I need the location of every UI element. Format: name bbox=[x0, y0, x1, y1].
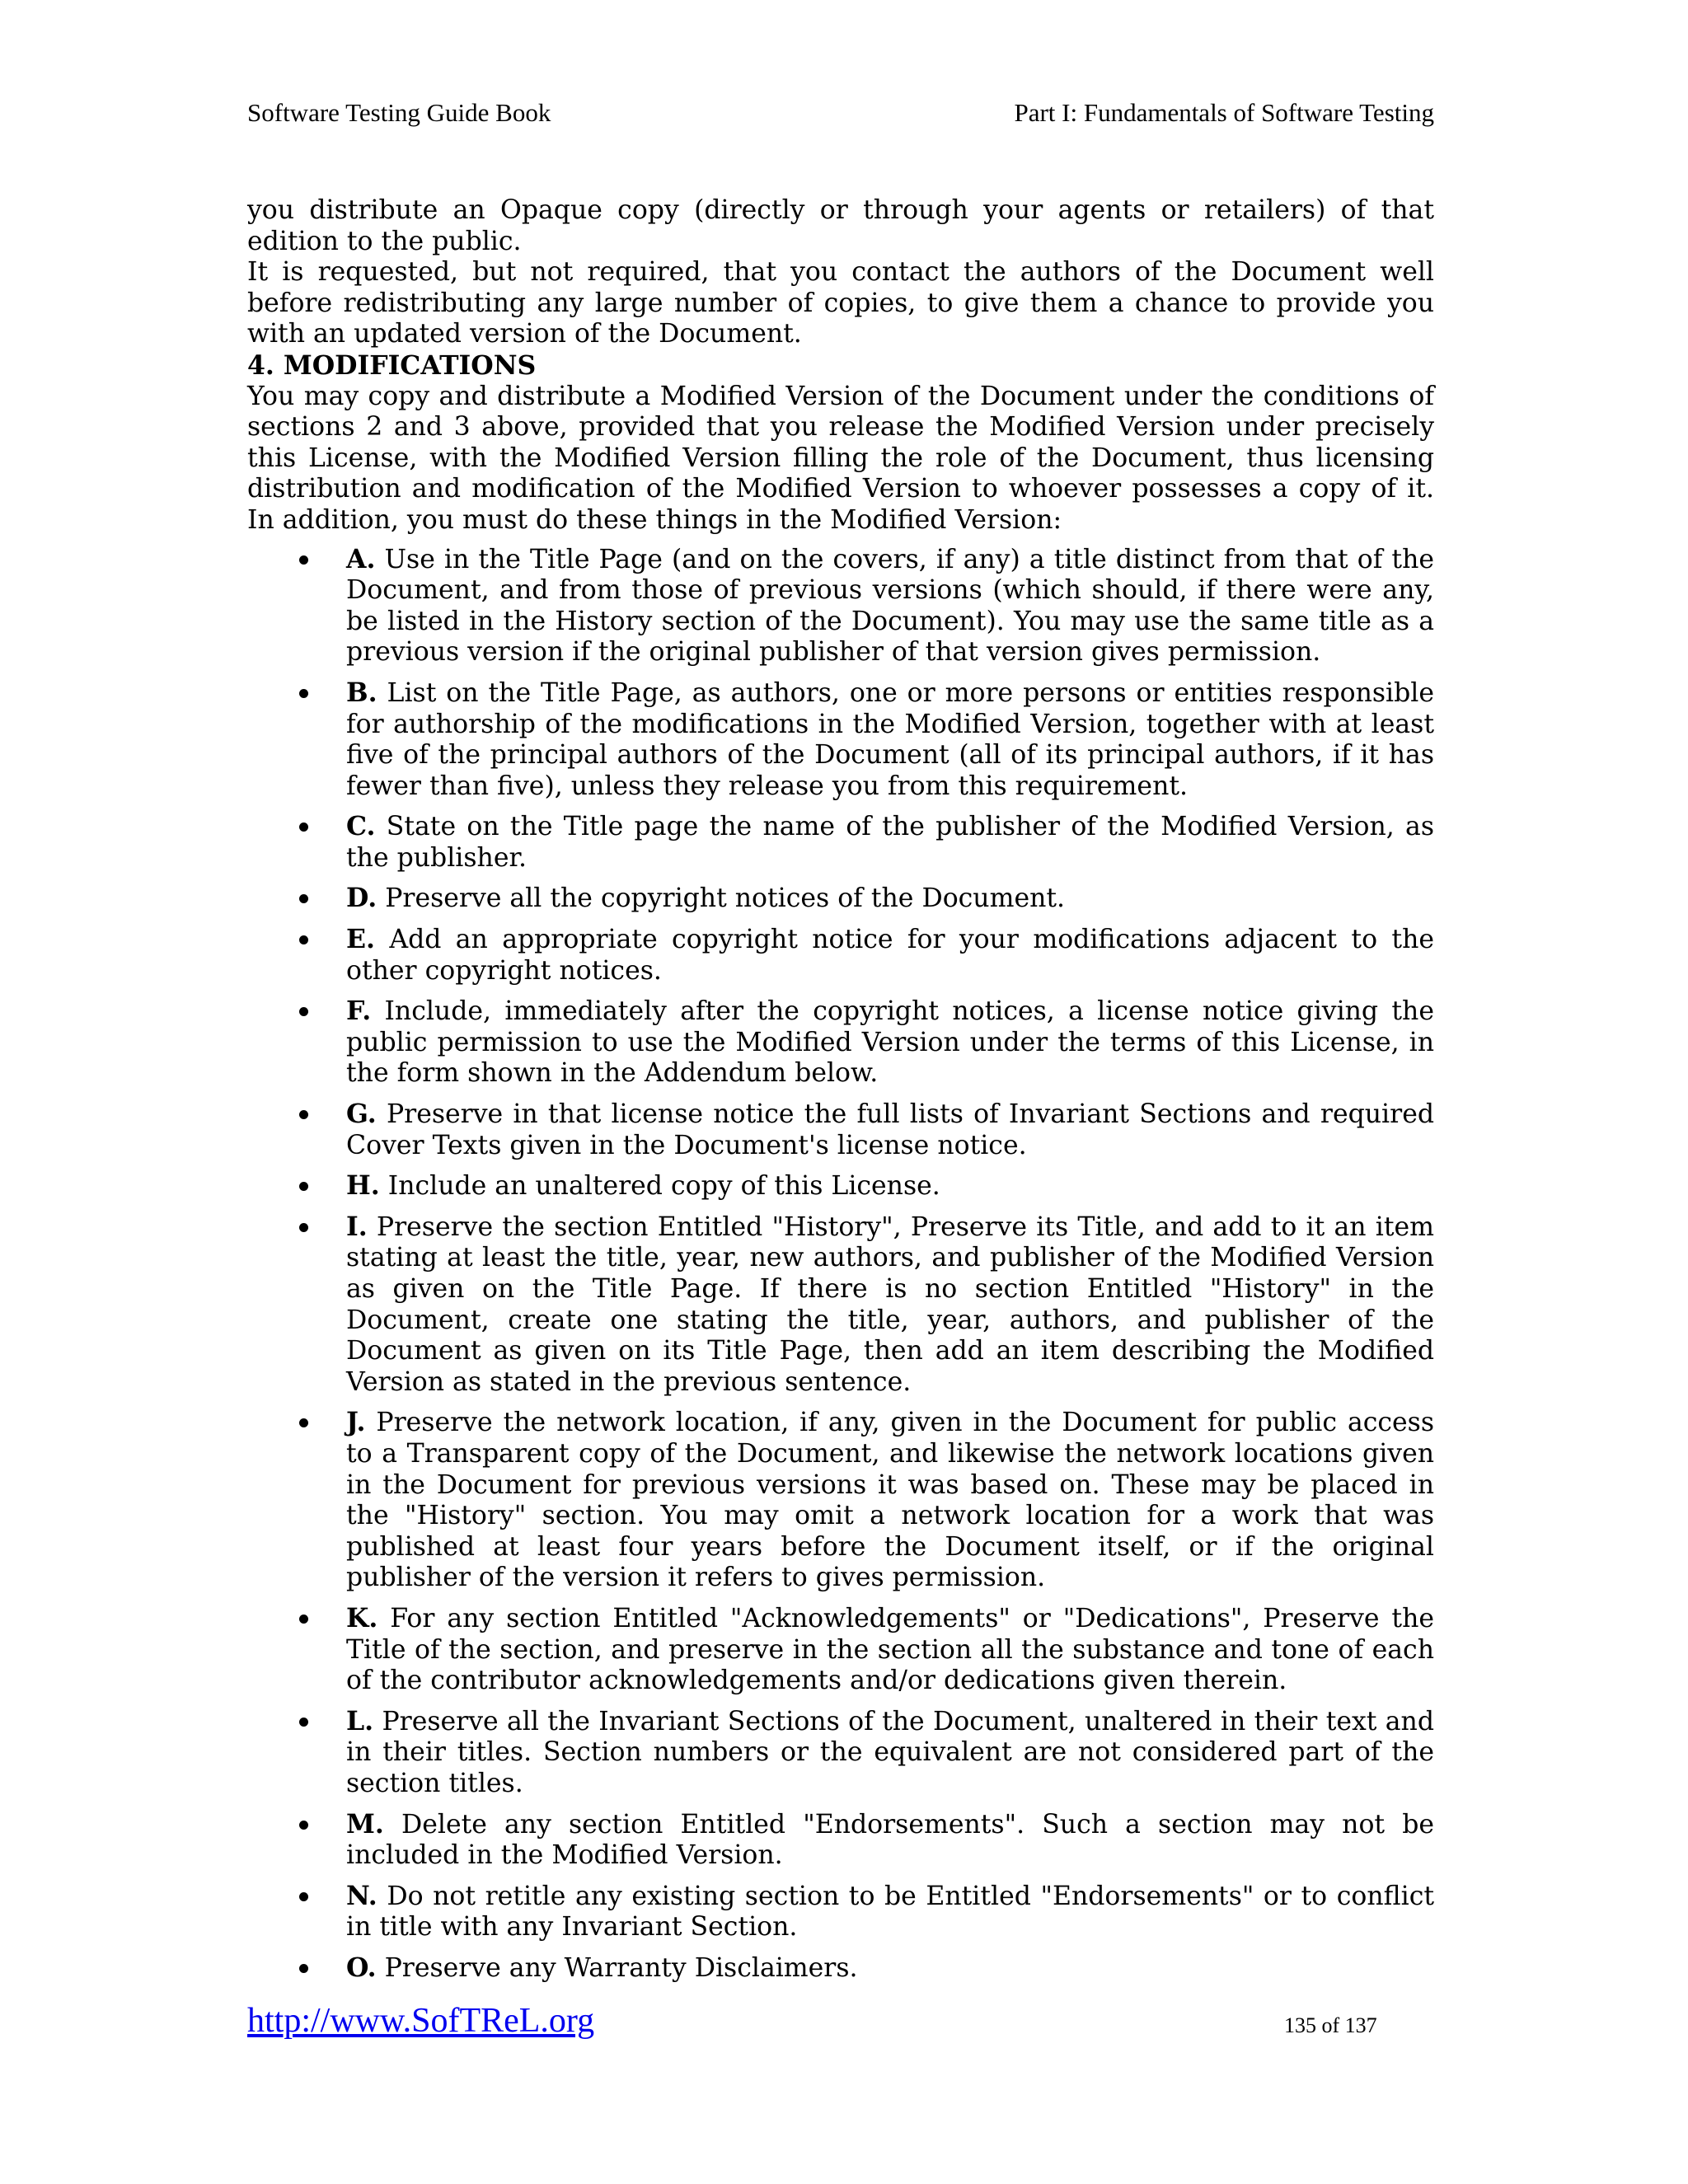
item-letter: A. bbox=[346, 543, 376, 574]
page-number: 135 of 137 bbox=[1284, 2013, 1377, 2037]
bullet-icon bbox=[299, 1007, 308, 1016]
item-text: Use in the Title Page (and on the covers, if any) a title distinct from that of the Document, and from those of previous versions (which should, if there were any, be listed in the History section of the Document). You may use the same title as a previous version if the original publisher of that version gives permission. bbox=[346, 544, 1435, 668]
list-item bbox=[247, 924, 1434, 987]
page-body bbox=[247, 195, 1434, 1993]
item-letter: M. bbox=[346, 1808, 384, 1840]
item-text: Delete any section Entitled "Endorsements". Such a section may not be included in the Modified Version. bbox=[346, 1809, 1435, 1871]
item-letter: O. bbox=[346, 1952, 377, 1983]
item-text: Preserve all the Invariant Sections of the Document, unaltered in their text and in their titles. Section numbers or the equivalent are not considered part of the section titles. bbox=[346, 1706, 1434, 1798]
section-paragraph: You may copy and distribute a Modified Version of the Document under the conditions of sections 2 and 3 above, provided that you release the Modified Version under precisely this License, with the Modified Version filling the role of the Document, thus licensing distribution and modification of the Modified Version to whoever possesses a copy of it. In addition, you must do these things in the Modified Version: bbox=[247, 381, 1434, 535]
item-letter: F. bbox=[346, 996, 372, 1027]
list-item bbox=[247, 1881, 1434, 1943]
bullet-icon bbox=[299, 894, 308, 903]
item-text: Include, immediately after the copyright notices, a license notice giving the public permission to use the Modified Version under the terms of this License, in the form shown in the Addendum below. bbox=[346, 996, 1434, 1089]
bullet-icon bbox=[299, 689, 308, 698]
bullet-icon bbox=[299, 1418, 308, 1427]
item-text: Preserve in that license notice the full lists of Invariant Sections and required Cover Texts given in the Document's license notice. bbox=[346, 1099, 1434, 1160]
bullet-icon bbox=[299, 1110, 308, 1119]
bullet-icon bbox=[299, 1223, 308, 1232]
list-item bbox=[247, 1952, 1434, 1985]
header-book-title: Software Testing Guide Book bbox=[247, 98, 551, 127]
item-text: Preserve the network location, if any, given in the Document for public access to a Transparent copy of the Document, and likewise the network locations given in the Document for previous versions it was based on. These may be placed in the "History" section. You may omit a network location for a work that was published at least four years before the Document itself, or if the original publisher of the version it refers to gives permission. bbox=[346, 1408, 1434, 1593]
item-text: Preserve all the copyright notices of the Document. bbox=[385, 883, 1066, 914]
item-text: Add an appropriate copyright notice for your modifications adjacent to the other copyright notices. bbox=[346, 925, 1434, 986]
intro-paragraph: It is requested, but not required, that you contact the authors of the Document well before redistributing any large number of copies, to give them a chance to provide you with an updated version of the Document. bbox=[247, 257, 1434, 349]
list-item bbox=[247, 1809, 1434, 1872]
item-letter: D. bbox=[346, 883, 377, 914]
item-letter: L. bbox=[346, 1705, 374, 1736]
item-text: Include an unaltered copy of this License. bbox=[387, 1171, 940, 1202]
intro-paragraph: you distribute an Opaque copy (directly or through your agents or retailers) of that edition to the public. bbox=[247, 195, 1434, 256]
list-item bbox=[247, 1170, 1434, 1202]
item-text: State on the Title page the name of the publisher of the Modified Version, as the publisher. bbox=[346, 812, 1434, 873]
list-item bbox=[247, 544, 1434, 668]
list-item bbox=[247, 1706, 1434, 1800]
bullet-icon bbox=[299, 1182, 308, 1191]
list-item bbox=[247, 996, 1434, 1090]
bullet-icon bbox=[299, 1615, 308, 1624]
item-letter: H. bbox=[346, 1170, 380, 1202]
list-item bbox=[247, 1603, 1434, 1697]
item-letter: B. bbox=[346, 677, 377, 708]
item-text: Preserve the section Entitled "History", Preserve its Title, and add to it an item stating at least the title, year, new authors, and publisher of the Modified Version as given on the Title Page. If there is no section Entitled "History" in the Document, create one stating the title, year, authors, and publisher of the Document as given on its Title Page, then add an item describing the Modified Version as stated in the previous sentence. bbox=[346, 1212, 1434, 1397]
list-item bbox=[247, 883, 1434, 915]
header-part-title: Part I: Fundamentals of Software Testing bbox=[1014, 98, 1434, 127]
item-text: Preserve any Warranty Disclaimers. bbox=[384, 1952, 858, 1983]
modification-list bbox=[247, 544, 1434, 1985]
section-heading: 4. MODIFICATIONS bbox=[247, 349, 537, 381]
list-item bbox=[247, 1212, 1434, 1399]
bullet-icon bbox=[299, 1821, 308, 1830]
item-letter: E. bbox=[346, 924, 375, 955]
list-item bbox=[247, 1407, 1434, 1594]
item-letter: C. bbox=[346, 811, 376, 842]
bullet-icon bbox=[299, 1964, 308, 1973]
list-item bbox=[247, 677, 1434, 802]
footer-website-link[interactable]: http://www.SofTReL.org bbox=[247, 2002, 595, 2040]
item-letter: I. bbox=[346, 1211, 368, 1242]
bullet-icon bbox=[299, 555, 308, 565]
list-item bbox=[247, 1099, 1434, 1161]
item-letter: G. bbox=[346, 1099, 377, 1130]
item-text: Do not retitle any existing section to be Entitled "Endorsements" or to conflict in title with any Invariant Section. bbox=[346, 1881, 1434, 1943]
item-text: List on the Title Page, as authors, one or more persons or entities responsible for authorship of the modifications in the Modified Version, together with at least five of the principal authors of the Document (all of its principal authors, if it has fewer than five), unless they release you from this requirement. bbox=[346, 677, 1435, 801]
bullet-icon bbox=[299, 1718, 308, 1727]
item-text: For any section Entitled "Acknowledgements" or "Dedications", Preserve the Title of the section, and preserve in the section all the substance and tone of each of the contributor acknowledgements and/or dedications given therein. bbox=[346, 1603, 1434, 1696]
running-header bbox=[247, 96, 1434, 129]
item-letter: K. bbox=[346, 1602, 378, 1633]
bullet-icon bbox=[299, 1892, 308, 1901]
item-letter: J. bbox=[346, 1407, 366, 1438]
item-letter: N. bbox=[346, 1880, 377, 1911]
bullet-icon bbox=[299, 935, 308, 944]
bullet-icon bbox=[299, 823, 308, 832]
list-item bbox=[247, 811, 1434, 874]
